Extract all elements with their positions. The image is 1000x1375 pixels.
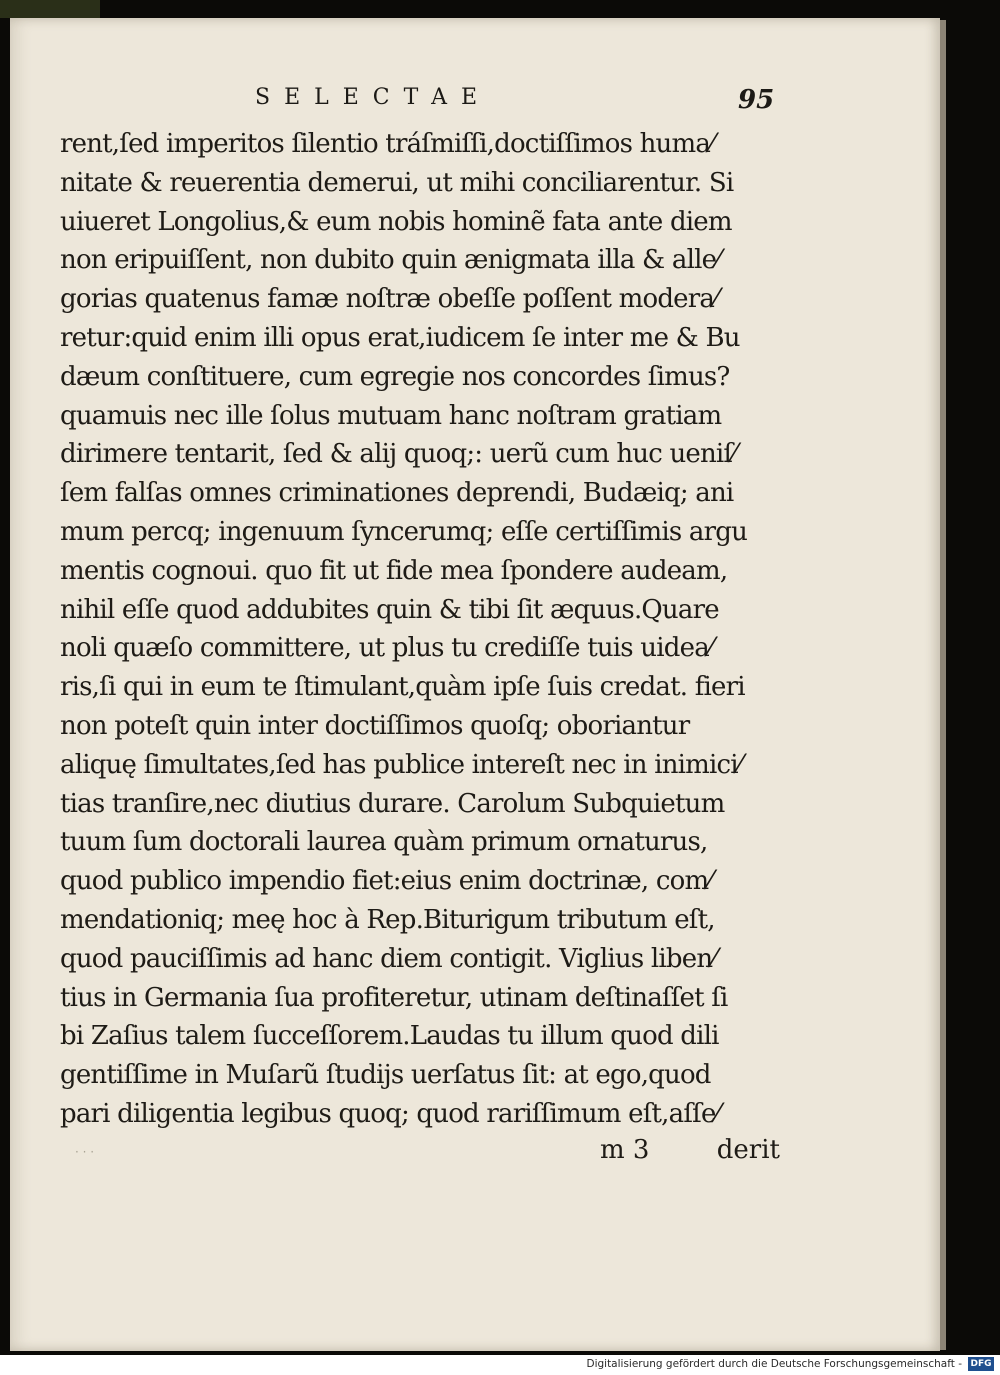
text-line: retur:quid enim illi opus erat,iudicem ſe inter me & Bu — [60, 322, 740, 353]
text-line: rent,ſed imperitos ſilentio tráſmiſſi,doctiſſimos huma⁄ — [60, 129, 714, 159]
running-head: SELECTAE — [255, 85, 492, 110]
text-line: ſem falſas omnes criminationes deprendi, Budæiq; ani — [60, 478, 734, 509]
text-line: quod publico impendio fiet:eius enim doctrinæ, com⁄ — [60, 866, 712, 897]
text-line: tius in Germania ſua profiteretur, utinam deſtinaſſet ſi — [60, 982, 728, 1013]
footer-bar — [0, 1355, 1000, 1375]
body-text — [60, 125, 780, 1134]
text-line: mendationiq; meę hoc à Rep.Biturigum tributum eſt, — [60, 904, 715, 935]
text-line: dæum conſtituere, cum egregie nos concordes ſimus? — [60, 361, 730, 392]
signature-mark: m 3 — [600, 1135, 650, 1165]
catchword: derit — [716, 1135, 780, 1165]
text-line: aliquę ſimultates,ſed has publice intereſt nec in inimici⁄ — [60, 749, 742, 780]
text-line: nitate & reuerentia demerui, ut mihi conciliarentur. Si — [60, 167, 734, 198]
background-corner — [0, 0, 100, 18]
text-line: non eripuiſſent, non dubito quin ænigmata illa & alle⁄ — [60, 245, 720, 276]
page-number: 95 — [738, 85, 775, 115]
text-line: pari diligentia legibus quoq; quod rariſſimum eſt,aſſe⁄ — [60, 1098, 720, 1129]
text-line: gentiſſime in Muſarũ ſtudijs uerſatus ſit: at ego,quod — [60, 1060, 711, 1091]
dfg-logo-icon: DFG — [968, 1357, 994, 1371]
page-edge — [940, 20, 946, 1350]
text-line: gorias quatenus famæ noſtræ obeſſe poſſent modera⁄ — [60, 284, 718, 315]
text-line: non poteſt quin inter doctiſſimos quoſq; oboriantur — [60, 710, 690, 741]
text-line: dirimere tentarit, ſed & alij quoq;: uerũ cum huc ueniſ⁄ — [60, 439, 736, 470]
ink-smudge: · · · — [75, 1145, 95, 1159]
text-line: mum percq; ingenuum ſyncerumq; eſſe certiſſimis argu — [60, 516, 748, 547]
text-line: bi Zaſius talem ſucceſſorem.Laudas tu illum quod dili — [60, 1021, 719, 1052]
text-line: quod pauciſſimis ad hanc diem contigit. Viglius liben⁄ — [60, 943, 716, 974]
text-line: mentis cognoui. quo fit ut fide mea ſpondere audeam, — [60, 555, 728, 586]
text-line: nihil eſſe quod addubites quin & tibi ſit æquus.Quare — [60, 594, 719, 625]
text-line: quamuis nec ille ſolus mutuam hanc noſtram gratiam — [60, 400, 722, 431]
text-line: tuum ſum doctorali laurea quàm primum ornaturus, — [60, 827, 708, 858]
footer-credit: Digitalisierung gefördert durch die Deutsche Forschungsgemeinschaft - — [586, 1358, 962, 1370]
text-line: uiueret Longolius,& eum nobis hominẽ fata ante diem — [60, 206, 732, 237]
text-line: ris,ſi qui in eum te ſtimulant,quàm ipſe ſuis credat. fieri — [60, 672, 745, 703]
text-line: tias tranſire,nec diutius durare. Carolum Subquietum — [60, 788, 725, 819]
text-line: noli quæſo committere, ut plus tu crediſſe tuis uidea⁄ — [60, 633, 713, 664]
